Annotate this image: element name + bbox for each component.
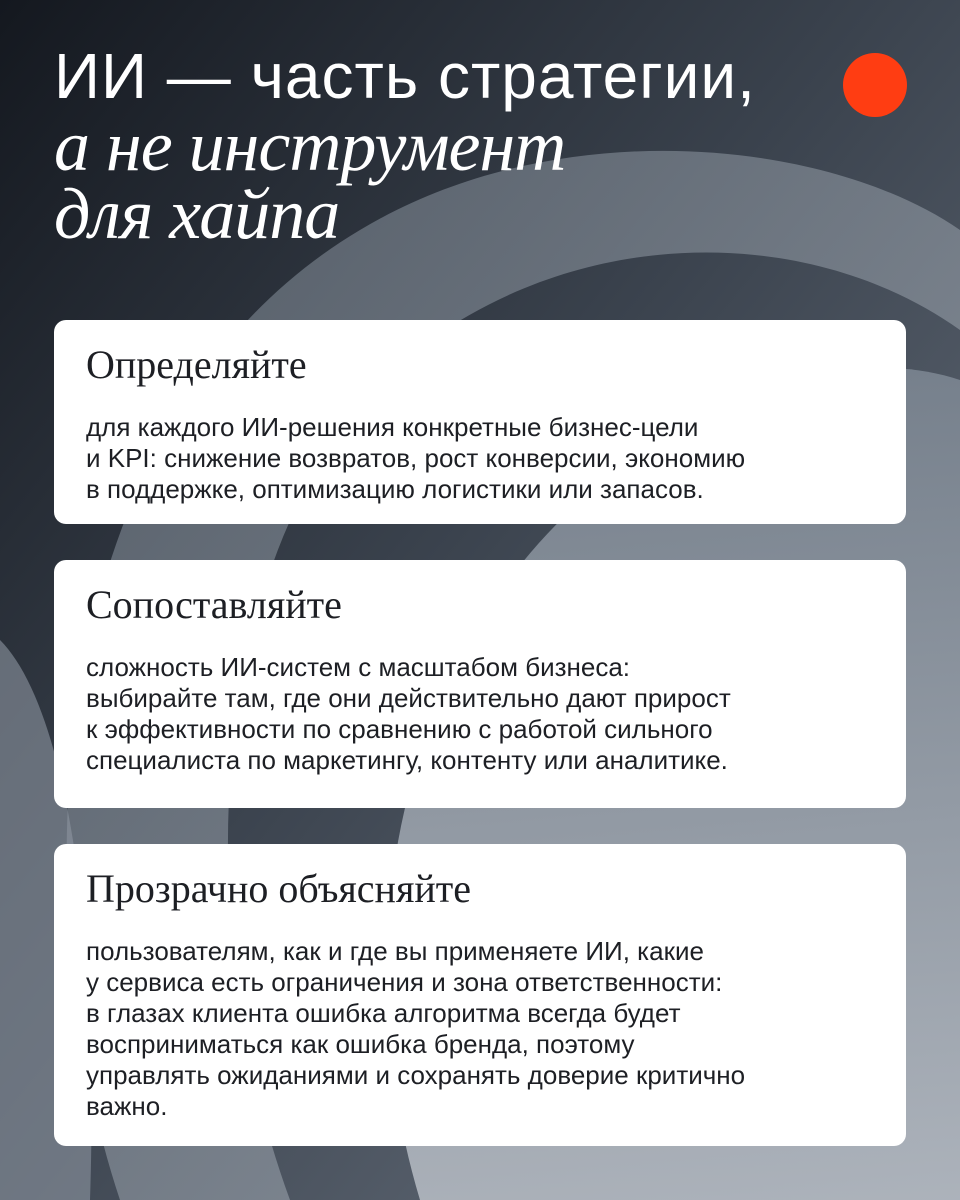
title-line-3: для хайпа — [54, 174, 340, 254]
card-body-line: восприниматься как ошибка бренда, поэтому — [86, 1029, 635, 1059]
card-body-line: специалиста по маркетингу, контенту или аналитике. — [86, 745, 728, 775]
card-define — [54, 320, 906, 524]
card-body-line: и KPI: снижение возвратов, рост конверсии, экономию — [86, 443, 746, 473]
card-heading: Сопоставляйте — [86, 582, 342, 627]
card-heading: Прозрачно объясняйте — [86, 866, 471, 911]
card-heading: Определяйте — [86, 342, 307, 387]
card-explain — [54, 844, 906, 1146]
page-title — [54, 40, 834, 254]
card-compare — [54, 560, 906, 808]
card-body-line: управлять ожиданиями и сохранять доверие критично — [86, 1060, 746, 1090]
card-body — [86, 652, 876, 776]
card-body-line: к эффективности по сравнению с работой сильного — [86, 714, 713, 744]
card-body-line: в поддержке, оптимизацию логистики или запасов. — [86, 474, 704, 504]
accent-dot — [843, 53, 907, 117]
card-body — [86, 412, 876, 505]
card-body-line: выбирайте там, где они действительно дают прирост — [86, 683, 731, 713]
card-body — [86, 936, 876, 1122]
card-body-line: для каждого ИИ-решения конкретные бизнес-цели — [86, 412, 699, 442]
card-body-line: сложность ИИ-систем с масштабом бизнеса: — [86, 652, 631, 682]
card-body-line: у сервиса есть ограничения и зона ответственности: — [86, 967, 723, 997]
card-body-line: в глазах клиента ошибка алгоритма всегда будет — [86, 998, 681, 1028]
title-line-1: ИИ — часть стратегии, — [54, 40, 756, 112]
card-body-line: важно. — [86, 1091, 168, 1121]
title-line-2: а не инструмент — [54, 106, 566, 186]
card-body-line: пользователям, как и где вы применяете ИИ, какие — [86, 936, 704, 966]
